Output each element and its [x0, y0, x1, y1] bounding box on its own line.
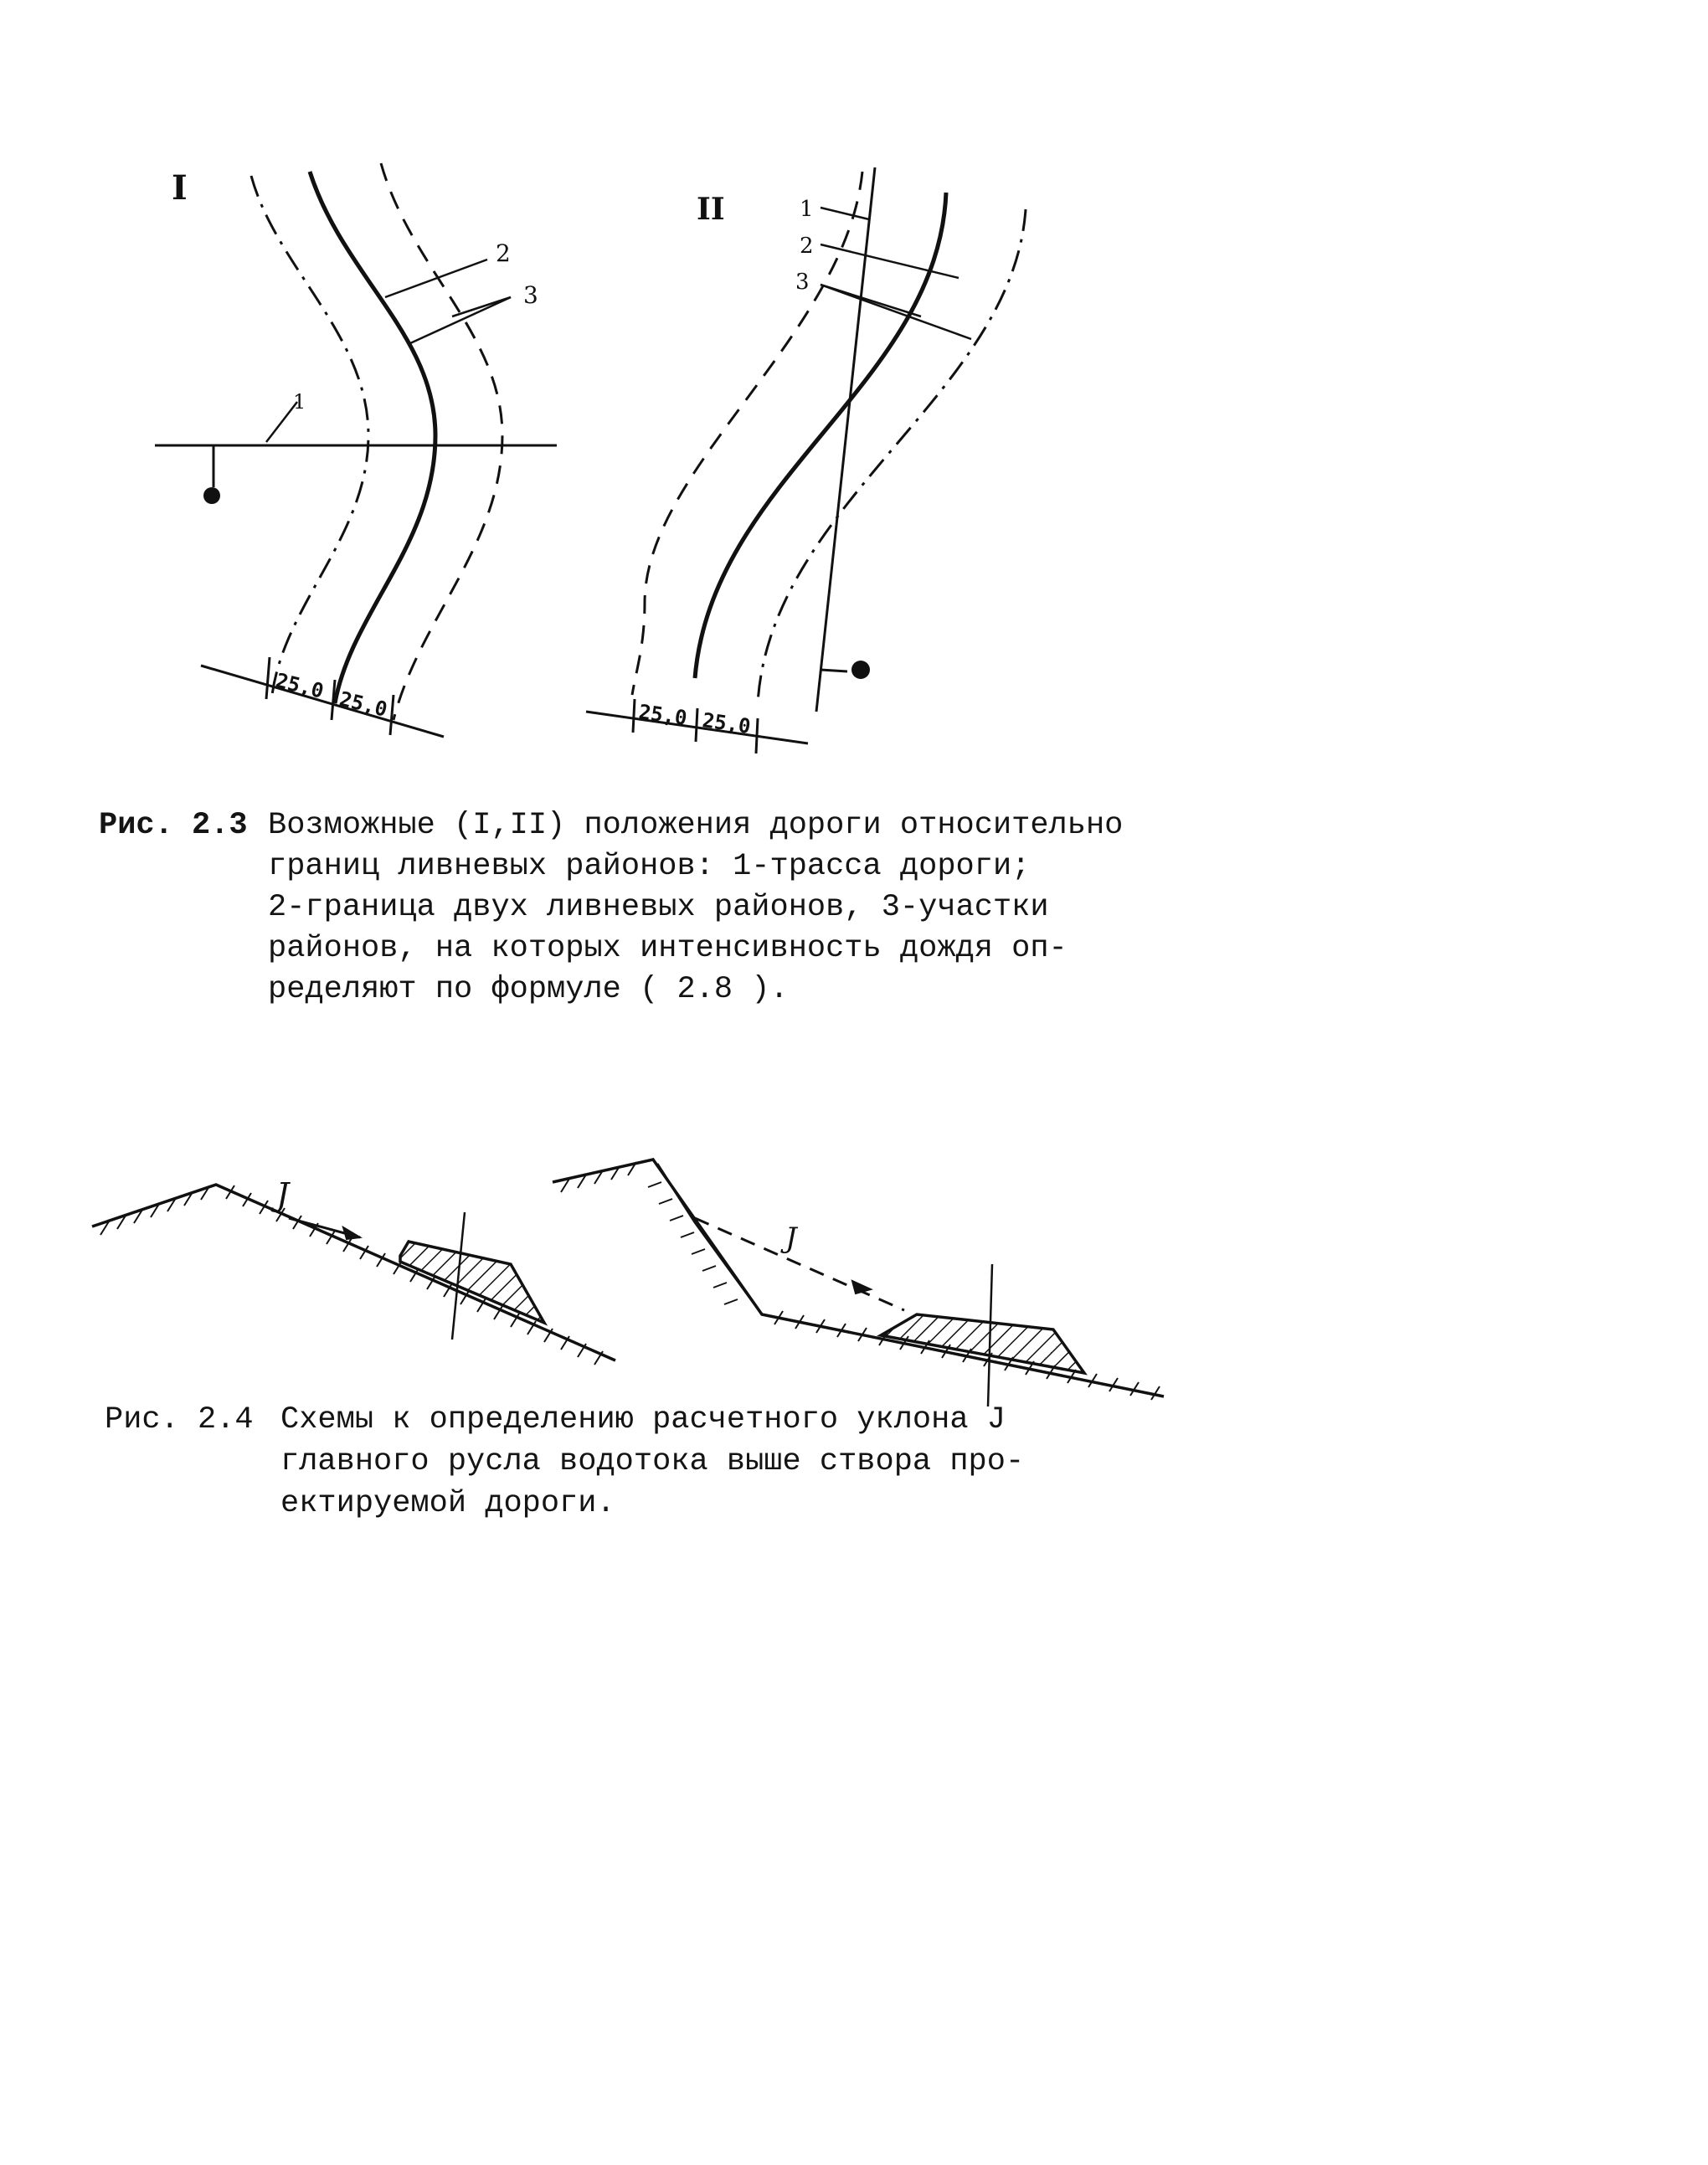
caption-line: ектируемой дороги.: [280, 1486, 615, 1521]
callout-2: 2: [800, 234, 814, 259]
caption-line: 2-граница двух ливневых районов, 3-участки: [268, 890, 1049, 925]
section-line: [816, 167, 875, 712]
caption-line: ределяют по формуле ( 2.8 ).: [268, 972, 789, 1007]
dimension-line: [201, 666, 444, 737]
figure-2-3-panel-1: [155, 163, 557, 737]
caption-number: Рис. 2.4: [105, 1402, 254, 1437]
road-route: [310, 172, 435, 703]
district-zone-edge: [381, 163, 502, 720]
figure-2-4-caption: [105, 1400, 1109, 1534]
slope-symbol: J: [785, 1221, 797, 1255]
callout-1: 1: [293, 390, 306, 414]
ground-surface: [92, 1185, 615, 1360]
callout-3: 3: [523, 281, 538, 309]
caption-line: Возможные (I,II) положения дороги относительно: [268, 808, 1124, 843]
gauge-station-icon: [203, 487, 220, 504]
dimension-label-1: 25,0: [273, 668, 327, 703]
dimension-label-2: 25,0: [337, 687, 390, 722]
caption-line: главного русла водотока выше створа про-: [280, 1444, 1025, 1479]
panel-label-1: I: [172, 168, 188, 208]
figure-2-3-caption: [99, 805, 1124, 1023]
callout-3: 3: [795, 270, 810, 295]
slope-symbol: J: [276, 1176, 290, 1213]
caption-line: районов, на которых интенсивность дождя оп-: [268, 931, 1068, 966]
figure-2-4-right-scheme: [553, 1160, 1164, 1406]
dimension-label-1: 25,0: [637, 700, 689, 730]
road-embankment: [400, 1242, 544, 1323]
figure-2-3-panel-2: [586, 167, 1026, 753]
panel-label-2: II: [697, 192, 725, 227]
caption-number: Рис. 2.3: [99, 808, 248, 843]
figure-2-4-left-scheme: [92, 1176, 615, 1365]
dimension-label-2: 25,0: [701, 708, 753, 738]
caption-line: границ ливневых районов: 1-трасса дороги;: [268, 849, 1031, 884]
callout-1: 1: [800, 197, 814, 222]
caption-line: Схемы к определению расчетного уклона J: [280, 1402, 1006, 1437]
gauge-station-icon: [851, 661, 870, 679]
callout-2: 2: [496, 239, 511, 267]
